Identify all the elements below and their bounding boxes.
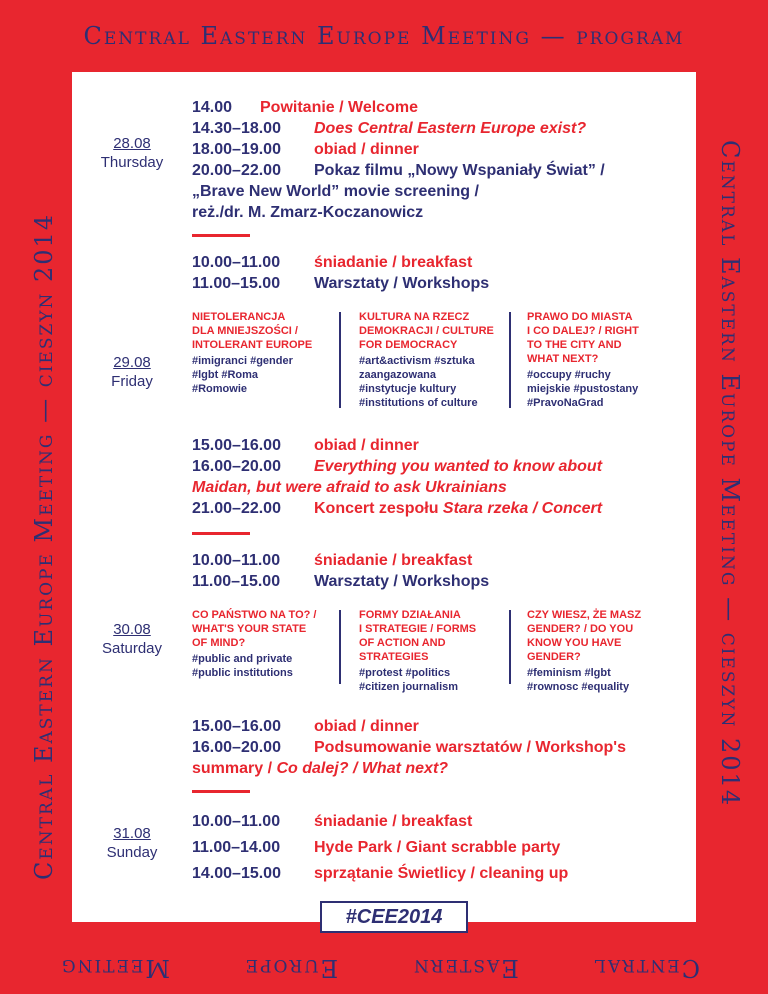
workshop-title: I STRATEGIE / FORMS [359,623,477,635]
frame-bottom-word: Europe [243,954,339,982]
workshop-tags: #public institutions [192,667,293,679]
time: 11.00–15.00 [192,573,281,590]
schedule-sunday [192,809,672,887]
program-panel [72,72,696,922]
workshop-title: GENDER? [527,651,581,663]
workshop-saturday-1 [192,608,342,680]
workshop-tags: miejskie #pustostany [527,383,639,395]
frame-bottom-word: Meeting [60,954,170,982]
time: 20.00–22.00 [192,162,281,179]
frame-bottom-word: Eastern [411,954,519,982]
event: Koncert zespołu [314,500,443,517]
schedule-friday-morning [192,252,672,294]
time: 10.00–11.00 [192,254,281,271]
workshop-title: CO PAŃSTWO NA TO? / [192,609,317,621]
time: 10.00–11.00 [192,813,281,830]
workshop-tags: #Romowie [192,383,248,395]
workshop-title: I CO DALEJ? / RIGHT [527,325,639,337]
workshop-friday-2 [359,310,514,410]
time: 18.00–19.00 [192,141,281,158]
day-label-thursday [92,134,172,172]
day-date: 29.08 [113,354,151,371]
time: 16.00–20.00 [192,739,281,756]
separator [192,532,250,535]
event: Warsztaty / Workshops [314,573,490,590]
day-weekday: Thursday [100,154,164,171]
workshop-title: WHAT'S YOUR STATE [192,623,307,635]
time: 16.00–20.00 [192,458,281,475]
frame-bottom-word: Central [592,954,700,982]
workshop-tags: #citizen journalism [359,681,459,693]
time: 11.00–14.00 [192,839,281,856]
workshop-title: KNOW YOU HAVE [527,637,622,649]
time: 15.00–16.00 [192,718,281,735]
event: Pokaz filmu „Nowy Wspaniały Świat” / [314,162,605,179]
workshop-title: OF MIND? [192,637,246,649]
workshop-saturday-3 [527,608,677,694]
workshop-tags: #occupy #ruchy [527,369,611,381]
workshop-tags: #public and private [192,653,293,665]
frame-right-title: Central Eastern Europe Meeting — cieszyn 2014 [716,140,744,808]
workshop-title: INTOLERANT EUROPE [192,339,313,351]
event-continued: Maidan, but were afraid to ask Ukrainians [192,479,507,496]
workshop-title: OF ACTION AND [359,637,446,649]
event-continued: summary / [192,760,277,777]
event-continued: reż./dr. M. Zmarz-Koczanowicz [192,204,424,221]
event: Everything you wanted to know about [314,458,603,475]
workshop-tags: #PravoNaGrad [527,397,604,409]
workshop-title: PRAWO DO MIASTA [527,311,633,323]
event: śniadanie / breakfast [314,254,473,271]
time: 10.00–11.00 [192,552,281,569]
event: sprzątanie Świetlicy / cleaning up [314,865,569,882]
workshop-tags: #instytucje kultury [359,383,457,395]
event: obiad / dinner [314,141,419,158]
workshop-tags: #rownosc #equality [527,681,630,693]
time: 14.00 [192,99,233,116]
workshop-tags: #imigranci #gender [192,355,293,367]
time: 15.00–16.00 [192,437,281,454]
day-weekday: Sunday [106,844,158,861]
workshop-divider [339,610,341,684]
time: 11.00–15.00 [192,275,281,292]
workshop-title: DEMOKRACJI / CULTURE [359,325,494,337]
event: śniadanie / breakfast [314,552,473,569]
workshop-divider [509,312,511,408]
workshop-friday-3 [527,310,677,410]
workshop-tags: #institutions of culture [359,397,478,409]
workshop-title: GENDER? / DO YOU [527,623,634,635]
workshop-title: FORMY DZIAŁANIA [359,609,461,621]
event-continued: „Brave New World” movie screening / [192,183,479,200]
time: 14.30–18.00 [192,120,281,137]
workshop-title: KULTURA NA RZECZ [359,311,470,323]
day-label-saturday [92,620,172,658]
day-date: 28.08 [113,135,151,152]
workshop-tags: #art&activism #sztuka [359,355,475,367]
event: Podsumowanie warsztatów / Workshop's [314,739,627,756]
hashtag-badge: #CEE2014 [320,901,468,933]
frame-top-title: Central Eastern Europe Meeting — program [83,22,685,50]
day-weekday: Saturday [101,640,163,657]
workshop-tags: #feminism #lgbt [527,667,611,679]
event-continued: Co dalej? / What next? [276,760,449,777]
frame-bottom-title [60,950,700,982]
workshop-divider [339,312,341,408]
workshop-saturday-2 [359,608,514,694]
workshop-tags: #lgbt #Roma [192,369,259,381]
event: Warsztaty / Workshops [314,275,490,292]
workshop-tags: zaangazowana [359,369,437,381]
day-label-friday [92,353,172,391]
time: 14.00–15.00 [192,865,281,882]
event: Does Central Eastern Europe exist? [314,120,587,137]
day-date: 30.08 [113,621,151,638]
time: 21.00–22.00 [192,500,281,517]
separator [192,790,250,793]
schedule-thursday [192,97,672,223]
schedule-saturday-afternoon [192,716,672,779]
workshop-title: FOR DEMOCRACY [359,339,458,351]
event: obiad / dinner [314,718,419,735]
separator [192,234,250,237]
workshop-title: STRATEGIES [359,651,429,663]
day-weekday: Friday [111,373,153,390]
event: śniadanie / breakfast [314,813,473,830]
frame-left-title: Central Eastern Europe Meeting — cieszyn 2014 [30,212,58,880]
workshop-tags: #protest #politics [359,667,451,679]
event-band: Stara rzeka / Concert [442,500,603,517]
workshop-title: TO THE CITY AND [527,339,622,351]
workshop-title: CZY WIESZ, ŻE MASZ [527,609,642,621]
workshop-friday-1 [192,310,342,396]
workshop-title: DLA MNIEJSZOŚCI / [192,325,298,337]
schedule-friday-afternoon [192,435,672,519]
workshop-divider [509,610,511,684]
event: Powitanie / Welcome [260,99,418,116]
schedule-saturday-morning [192,550,672,592]
day-date: 31.08 [113,825,151,842]
event: Hyde Park / Giant scrabble party [314,839,561,856]
workshop-title: WHAT NEXT? [527,353,599,365]
workshop-title: NIETOLERANCJA [192,311,286,323]
day-label-sunday [92,824,172,862]
event: obiad / dinner [314,437,419,454]
